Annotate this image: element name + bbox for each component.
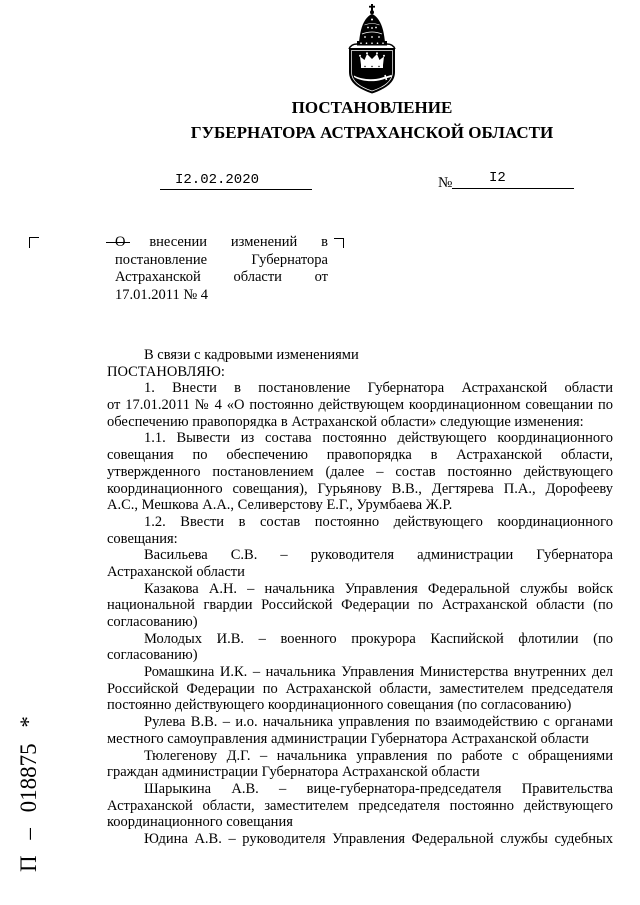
text-line: Молодых И.В. – военного прокурора Каспийской флотилии (по [144, 630, 613, 647]
text-line: граждан администрации Губернатора Астраханской области [107, 764, 480, 781]
text-line: согласованию) [107, 647, 198, 664]
emblem-cap-crown [349, 14, 395, 49]
text-line: 1. Внести в постановление Губернатора Астраханской области [144, 380, 613, 397]
text-line: 1.1. Вывести из состава постоянно действующего координационного [144, 430, 613, 447]
text-line: совещания по обеспечению правопорядка в Астраханской области, [107, 447, 613, 464]
text-line: Рулева В.В. – и.о. начальника управления по взаимодействию с органами [144, 714, 613, 731]
emblem-shield [349, 48, 395, 94]
member-entry [107, 664, 613, 714]
issuer-title: ГУБЕРНАТОРА АСТРАХАНСКОЙ ОБЛАСТИ [190, 123, 554, 142]
text-line: А.С., Мешкова А.А., Селиверстову Е.Г., Урумбаева Ж.Р. [107, 497, 453, 514]
member-entry [107, 831, 613, 848]
corner-mark-left [29, 237, 39, 248]
document-type-title: ПОСТАНОВЛЕНИЕ [291, 98, 453, 117]
date-underline [160, 189, 312, 190]
text-line: Российской Федерации по Астраханской области, заместителем председателя [107, 680, 613, 697]
text-line: В связи с кадровыми изменениями [144, 347, 359, 363]
text-line: Тюлегенову Д.Г. – начальника управления по работе с обращениями [144, 747, 613, 764]
astrakhan-coat-of-arms-icon [340, 4, 404, 94]
subject-line: постановление Губернатора [115, 251, 328, 268]
text-line: Юдина А.В. – руководителя Управления Федеральной службы судебных [144, 830, 613, 847]
text-line: утвержденного постановлением (далее – состав постоянно действующего [107, 463, 613, 480]
member-entry [107, 581, 613, 631]
text-line: Казакова А.Н. – начальника Управления Федеральной службы войск [144, 580, 613, 597]
text-line: координационного совещания [107, 814, 293, 831]
text-line: национальной гвардии Российской Федерации по Астраханской области (по [107, 597, 613, 614]
member-entry [107, 547, 613, 580]
number-sign: № [438, 175, 453, 191]
text-line: совещания: [107, 530, 178, 547]
member-entry [107, 631, 613, 664]
subject-line: О внесении изменений в [115, 234, 328, 250]
text-line: местного самоуправления администрации Губернатора Астраханской области [107, 730, 589, 747]
text-line: обеспечению правопорядка в Астраханской области» следующие изменения: [107, 413, 584, 430]
number-underline [452, 188, 574, 189]
member-entry [107, 748, 613, 781]
document-subject [115, 234, 328, 304]
text-line: Васильева С.В. – руководителя администрации Губернатора [144, 547, 613, 564]
form-serial-number: П – 018875 * [16, 716, 41, 872]
text-line: Ромашкина И.К. – начальника Управления Министерства внутренних дел [144, 664, 613, 681]
document-body [107, 347, 613, 848]
paragraph-resolve [107, 364, 613, 381]
text-line: Астраханской области [107, 563, 245, 580]
text-line: от 17.01.2011 № 4 «О постоянно действующем координационном совещании по [107, 397, 613, 414]
paragraph-reason [107, 347, 613, 364]
subject-line: Астраханской области от [115, 269, 328, 286]
clause-1-2 [107, 514, 613, 547]
text-line: ПОСТАНОВЛЯЮ: [107, 363, 225, 380]
text-line: Шарыкина А.В. – вице-губернатора-председателя Правительства [144, 780, 613, 797]
clause-1-1 [107, 430, 613, 513]
member-entry [107, 781, 613, 831]
subject-line: 17.01.2011 № 4 [115, 286, 209, 303]
text-line: согласованию) [107, 614, 198, 630]
member-entry [107, 714, 613, 747]
text-line: Астраханской области, заместителем председателя постоянно действующего [107, 797, 613, 814]
document-date: I2.02.2020 [175, 172, 260, 188]
text-line: 1.2. Ввести в состав постоянно действующего координационного [144, 513, 613, 530]
clause-1 [107, 380, 613, 430]
text-line: координационного совещания), Гурьянову В.В., Дегтярева П.А., Дорофееву [107, 480, 613, 497]
corner-mark-right [334, 238, 344, 248]
emblem-cross [369, 4, 375, 14]
text-line: постоянно действующего координационного совещания (по согласованию) [107, 697, 572, 714]
document-number: I2 [489, 170, 506, 186]
